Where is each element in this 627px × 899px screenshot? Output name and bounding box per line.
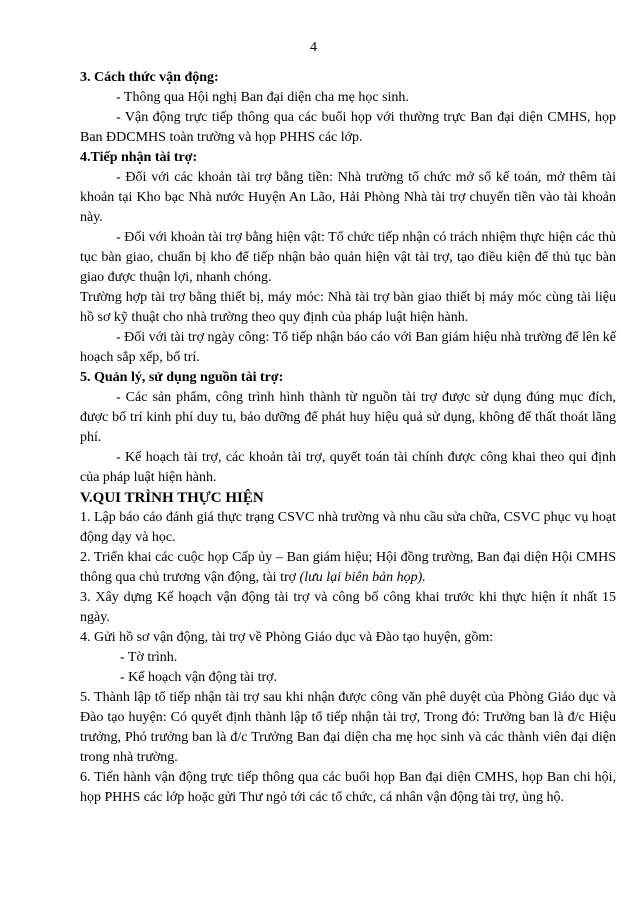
step-3: 3. Xây dựng Kế hoạch vận động tài trợ và công bố công khai trước khi thực hiện ít nhất 15 ngày. [80, 590, 616, 625]
page-number: 4 [310, 40, 317, 55]
step-4: 4. Gửi hồ sơ vận động, tài trợ về Phòng Giáo dục và Đào tạo huyện, gồm: [80, 630, 494, 645]
step-2 [80, 548, 616, 588]
section-4-equipment-donation: Trường hợp tài trợ bằng thiết bị, máy móc: Nhà tài trợ bàn giao thiết bị máy móc cùng tài liệu hồ sơ kỹ thuật cho nhà trường theo quy định của pháp luật hiện hành. [80, 290, 616, 325]
step-1: 1. Lập báo cáo đánh giá thực trạng CSVC nhà trường và nhu cầu sửa chữa, CSVC phục vụ hoạt động dạy và học. [80, 510, 616, 545]
section-4-goods-donation: - Đối với khoản tài trợ bằng hiện vật: Tổ chức tiếp nhận có trách nhiệm thực hiện các thủ tục bàn giao, chuẩn bị kho để tiếp nhận bảo quản hiện vật tài trợ, tạo điều kiện để thủ tục bàn giao được thuận lợi, nhanh chóng. [80, 230, 616, 285]
section-5-item-1: - Các sản phẩm, công trình hình thành từ nguồn tài trợ được sử dụng đúng mục đích, được bố trí kinh phí duy tu, bảo dưỡng để phát huy hiệu quả sử dụng, không để thất thoát lãng phí. [80, 390, 616, 445]
section-3-item-2: - Vận động trực tiếp thông qua các buổi họp với thường trực Ban đại diện CMHS, họp Ban ĐDCMHS toàn trường và họp PHHS các lớp. [80, 110, 616, 145]
section-3-item-1: - Thông qua Hội nghị Ban đại diện cha mẹ học sinh. [116, 90, 409, 105]
step-6: 6. Tiến hành vận động trực tiếp thông qua các buổi họp Ban đại diện CMHS, họp Ban chi hội, họp PHHS các lớp hoặc gửi Thư ngỏ tới các tổ chức, cá nhân vận động tài trợ, ủng hộ. [80, 770, 616, 805]
section-3-heading: 3. Cách thức vận động: [80, 70, 219, 85]
section-4-heading: 4.Tiếp nhận tài trợ: [80, 150, 198, 165]
step-2-text: 2. Triển khai các cuộc họp Cấp ủy – Ban giám hiệu; Hội đồng trường, Ban đại diện Hội CMHS thông qua chủ trương vận động, tài trợ [80, 550, 616, 585]
step-4-item-2: - Kế hoạch vận động tài trợ. [120, 670, 278, 685]
step-4-item-1: - Tờ trình. [120, 650, 178, 665]
step-2-note: (lưu lại biên bản họp). [299, 570, 426, 585]
section-4-money-donation: - Đối với các khoản tài trợ bằng tiền: Nhà trường tổ chức mở sổ kế toán, mở thêm tài khoản tại Kho bạc Nhà nước Huyện An Lão, Hải Phòng Nhà tài trợ chuyển tiền vào tài khoản này. [80, 170, 616, 225]
section-v-heading: V.QUI TRÌNH THỰC HIỆN [80, 490, 264, 506]
section-5-item-2: - Kế hoạch tài trợ, các khoản tài trợ, quyết toán tài chính được công khai theo qui định của pháp luật hiện hành. [80, 450, 616, 485]
section-4-labor-donation: - Đối với tài trợ ngày công: Tổ tiếp nhận báo cáo với Ban giám hiệu nhà trường để lên kế hoạch sắp xếp, bố trí. [80, 330, 616, 365]
step-5: 5. Thành lập tổ tiếp nhận tài trợ sau khi nhận được công văn phê duyệt của Phòng Giáo dục và Đào tạo huyện: Có quyết định thành lập tổ tiếp nhận tài trợ, Trong đó: Trưởng ban là đ/c Hiệu trưởng, Phó trưởng ban là đ/c Trưởng Ban đại diện cha mẹ học sinh và các thành viên đại diện trong nhà trường. [80, 690, 616, 765]
section-5-heading: 5. Quản lý, sử dụng nguồn tài trợ: [80, 370, 284, 385]
document-body [80, 68, 616, 808]
